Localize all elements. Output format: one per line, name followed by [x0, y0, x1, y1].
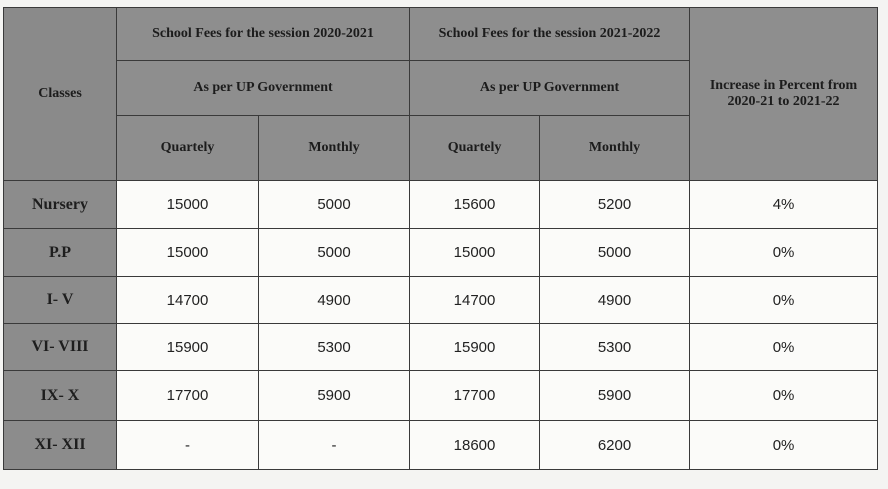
row-class-label: P.P — [4, 229, 117, 277]
cell-monthly-2020: 5000 — [259, 229, 410, 277]
table-row — [4, 421, 878, 470]
cell-increase: 0% — [690, 324, 878, 371]
cell-increase: 0% — [690, 277, 878, 324]
header-classes: Classes — [4, 8, 117, 181]
row-class-label: I- V — [4, 277, 117, 324]
cell-monthly-2021: 4900 — [540, 277, 690, 324]
cell-monthly-2021: 5200 — [540, 181, 690, 229]
cell-quarterly-2020: 15900 — [117, 324, 259, 371]
table-row — [4, 229, 878, 277]
header-session-2021: School Fees for the session 2021-2022 — [410, 8, 690, 61]
cell-monthly-2020: 5900 — [259, 371, 410, 421]
cell-quarterly-2020: 17700 — [117, 371, 259, 421]
header-increase-line2: 2020-21 to 2021-22 — [727, 94, 840, 109]
cell-monthly-2021: 6200 — [540, 421, 690, 470]
header-monthly-2020: Monthly — [259, 116, 410, 181]
cell-monthly-2020: 5300 — [259, 324, 410, 371]
cell-quarterly-2020: 15000 — [117, 229, 259, 277]
cell-monthly-2020: - — [259, 421, 410, 470]
row-class-label: XI- XII — [4, 421, 117, 470]
cell-quarterly-2020: - — [117, 421, 259, 470]
row-class-label: IX- X — [4, 371, 117, 421]
row-class-label: Nursery — [4, 181, 117, 229]
fee-table — [3, 7, 878, 470]
header-increase-line1: Increase in Percent from — [709, 78, 858, 93]
cell-increase: 0% — [690, 229, 878, 277]
cell-increase: 4% — [690, 181, 878, 229]
cell-quarterly-2021: 18600 — [410, 421, 540, 470]
cell-monthly-2021: 5900 — [540, 371, 690, 421]
cell-quarterly-2021: 15000 — [410, 229, 540, 277]
header-up-gov-2020: As per UP Government — [117, 61, 410, 116]
header-up-gov-2021: As per UP Government — [410, 61, 690, 116]
cell-monthly-2020: 4900 — [259, 277, 410, 324]
row-class-label: VI- VIII — [4, 324, 117, 371]
cell-quarterly-2021: 15600 — [410, 181, 540, 229]
header-monthly-2021: Monthly — [540, 116, 690, 181]
cell-quarterly-2021: 14700 — [410, 277, 540, 324]
table-row — [4, 371, 878, 421]
header-increase — [690, 8, 878, 181]
header-quarterly-2020: Quartely — [117, 116, 259, 181]
cell-quarterly-2020: 14700 — [117, 277, 259, 324]
cell-increase: 0% — [690, 421, 878, 470]
cell-increase: 0% — [690, 371, 878, 421]
cell-quarterly-2021: 17700 — [410, 371, 540, 421]
table-row — [4, 277, 878, 324]
table-row — [4, 324, 878, 371]
table-row — [4, 181, 878, 229]
cell-monthly-2021: 5000 — [540, 229, 690, 277]
cell-monthly-2020: 5000 — [259, 181, 410, 229]
cell-quarterly-2020: 15000 — [117, 181, 259, 229]
cell-monthly-2021: 5300 — [540, 324, 690, 371]
cell-quarterly-2021: 15900 — [410, 324, 540, 371]
header-quarterly-2021: Quartely — [410, 116, 540, 181]
header-session-2020: School Fees for the session 2020-2021 — [117, 8, 410, 61]
